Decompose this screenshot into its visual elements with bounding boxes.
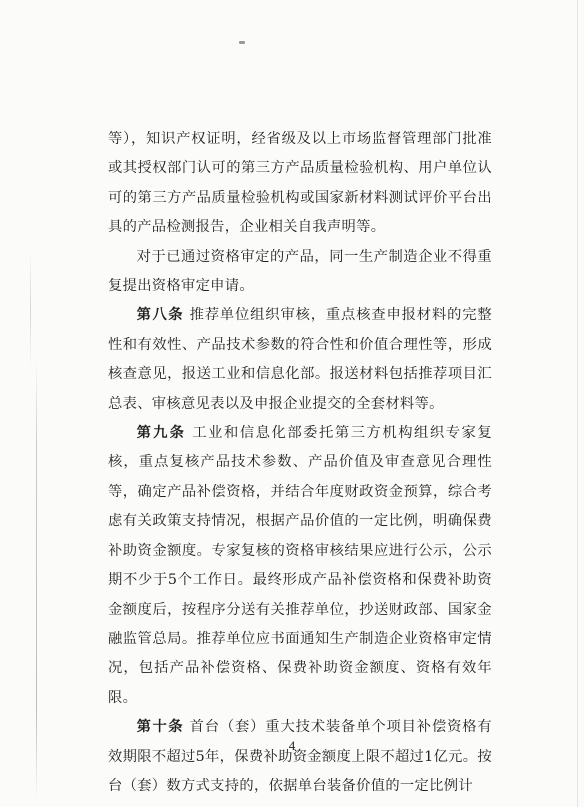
scan-edge-mark (30, 250, 31, 370)
document-body (108, 125, 492, 801)
scan-edge-mark (36, 360, 37, 800)
paragraph-text: 推荐单位组织审核，重点核查申报材料的完整性和有效性、产品技术参数的符合性和价值合理性等，形成核查意见，报送工业和信息化部。报送材料包括推荐项目汇总表、审核意见表以及申报企业提交的全套材料等。 (108, 307, 493, 412)
paragraph-text: 等），知识产权证明，经省级及以上市场监督管理部门批准或其授权部门认可的第三方产品质量检验机构、用户单位认可的第三方产品质量检验机构或国家新材料测试评价平台出具的产品检测报告，企业相关自我声明等。 (108, 131, 492, 236)
article-label: 第九条 (136, 425, 187, 442)
scan-speck (239, 41, 245, 44)
article-label: 第八条 (136, 307, 185, 324)
page-number: 4 (288, 738, 296, 753)
scan-edge-mark (577, 0, 578, 807)
paragraph-reapplication (108, 243, 492, 302)
paragraph-text: 对于已通过资格审定的产品，同一生产制造企业不得重复提出资格审定申请。 (108, 248, 492, 295)
paragraph-continuation (108, 125, 492, 243)
article-label: 第十条 (136, 719, 185, 736)
article-9 (108, 419, 492, 713)
paragraph-text: 首台（套）重大技术装备单个项目补偿资格有效期限不超过5年，保费补助资金额度上限不超过1亿元。按台（套）数方式支持的，依据单台装备价值的一定比例计 (108, 719, 493, 794)
paragraph-text: 工业和信息化部委托第三方机构组织专家复核，重点复核产品技术参数、产品价值及审查意见合理性等，确定产品补偿资格，并结合年度财政资金预算，综合考虑有关政策支持情况，根据产品价值的一定比例，明确保费补助资金额度。专家复核的资格审核结果应进行公示，公示期不少于5个工作日。最终形成产品补偿资格和保费补助资金额度后，按程序分送有关推荐单位，抄送财政部、国家金融监管总局。推荐单位应书面通知生产制造企业资格审定情况，包括产品补偿资格、保费补助资金额度、资格有效年限。 (108, 425, 492, 706)
article-8 (108, 301, 492, 419)
article-10 (108, 713, 492, 801)
